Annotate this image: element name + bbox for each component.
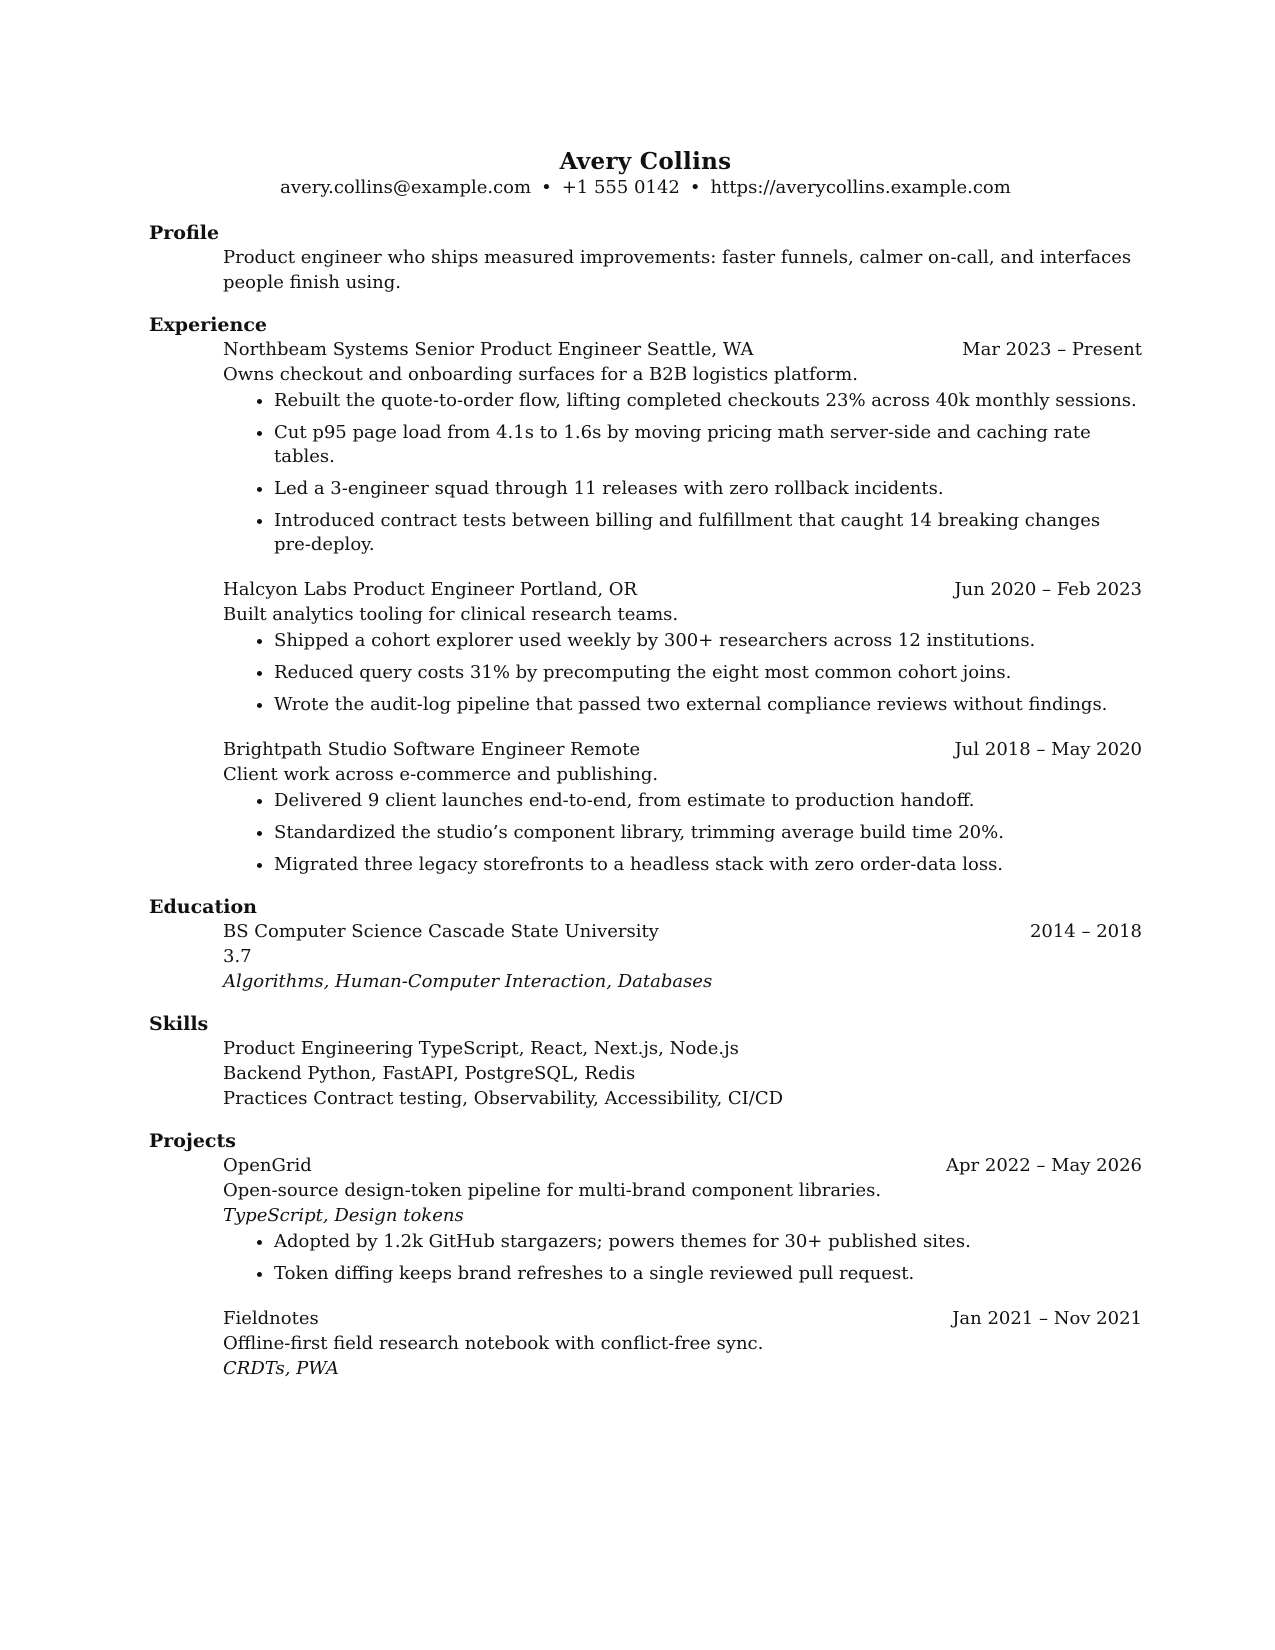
- section-title: Projects: [149, 1130, 236, 1152]
- entry-summary: Owns checkout and onboarding surfaces for a B2B logistics platform.: [223, 364, 858, 385]
- entry-heading: Brightpath Studio Software Engineer Remote: [223, 739, 641, 760]
- candidate-name: Avery Collins: [559, 148, 732, 175]
- entry-heading: Northbeam Systems Senior Product Engineer Seattle, WA: [223, 339, 754, 360]
- projects-list: [223, 1153, 1142, 1381]
- bullet-item: • Cut p95 page load from 4.1s to 1.6s by moving pricing math server-side and caching rate tables.: [274, 421, 1142, 469]
- gpa: 3.7: [223, 946, 252, 967]
- bullet-item: • Adopted by 1.2k GitHub stargazers; powers themes for 30+ published sites.: [274, 1230, 1142, 1254]
- entry-dates: Apr 2022 – May 2026: [946, 1155, 1142, 1176]
- entry-header: [223, 737, 1142, 762]
- education-entry: [223, 919, 1142, 994]
- bullet-list: [223, 389, 1142, 557]
- separator-dot: •: [541, 177, 552, 198]
- email-link[interactable]: avery.collins@example.com: [280, 177, 532, 198]
- project-summary: Offline-first field research notebook with conflict-free sync.: [223, 1333, 764, 1354]
- entry-dates: 2014 – 2018: [1029, 921, 1142, 942]
- bullet-item: • Led a 3-engineer squad through 11 releases with zero rollback incidents.: [274, 477, 1142, 501]
- skill-line: Backend Python, FastAPI, PostgreSQL, Redis: [223, 1063, 636, 1084]
- experience-entry: [223, 737, 1142, 877]
- skills-list: [223, 1036, 1142, 1111]
- entry-header: [223, 1306, 1142, 1331]
- project-name: OpenGrid: [223, 1155, 312, 1176]
- contact-line: [149, 176, 1142, 200]
- project-entry: [223, 1306, 1142, 1381]
- project-summary: Open-source design-token pipeline for multi-brand component libraries.: [223, 1180, 882, 1201]
- experience-entry: [223, 337, 1142, 557]
- experience-entry: [223, 577, 1142, 717]
- bullet-item: • Introduced contract tests between billing and fulfillment that caught 14 breaking changes pre-deploy.: [274, 509, 1142, 557]
- section-title: Skills: [149, 1013, 209, 1035]
- bullet-list: [223, 1230, 1142, 1286]
- skills-section: [149, 1012, 1142, 1111]
- website-link[interactable]: https://averycollins.example.com: [710, 177, 1011, 198]
- skill-line: Practices Contract testing, Observability, Accessibility, CI/CD: [223, 1088, 784, 1109]
- bullet-item: • Delivered 9 client launches end-to-end, from estimate to production handoff.: [274, 789, 1142, 813]
- bullet-item: • Migrated three legacy storefronts to a headless stack with zero order-data loss.: [274, 853, 1142, 877]
- entry-summary: Client work across e-commerce and publishing.: [223, 764, 659, 785]
- phone-number: +1 555 0142: [561, 177, 680, 198]
- bullet-item: • Token diffing keeps brand refreshes to a single reviewed pull request.: [274, 1262, 1142, 1286]
- experience-list: [223, 337, 1142, 877]
- entry-dates: Jun 2020 – Feb 2023: [954, 579, 1142, 600]
- entry-dates: Jan 2021 – Nov 2021: [952, 1308, 1142, 1329]
- section-title: Education: [149, 896, 257, 918]
- bullet-list: [223, 629, 1142, 717]
- bullet-item: • Rebuilt the quote-to-order flow, lifting completed checkouts 23% across 40k monthly sessions.: [274, 389, 1142, 413]
- bullet-list: [223, 789, 1142, 877]
- entry-summary: Built analytics tooling for clinical research teams.: [223, 604, 679, 625]
- skill-line: Product Engineering TypeScript, React, Next.js, Node.js: [223, 1038, 739, 1059]
- entry-heading: Halcyon Labs Product Engineer Portland, OR: [223, 579, 638, 600]
- profile-section: [149, 221, 1142, 295]
- project-name: Fieldnotes: [223, 1308, 319, 1329]
- entry-header: [223, 1153, 1142, 1178]
- coursework: Algorithms, Human-Computer Interaction, Databases: [223, 971, 713, 992]
- bullet-item: • Wrote the audit-log pipeline that passed two external compliance reviews without findings.: [274, 693, 1142, 717]
- entry-dates: Jul 2018 – May 2020: [954, 739, 1142, 760]
- profile-text: Product engineer who ships measured improvements: faster funnels, calmer on-call, and interfaces people finish using.: [223, 247, 1132, 293]
- entry-header: [223, 337, 1142, 362]
- experience-section: [149, 313, 1142, 877]
- projects-section: [149, 1129, 1142, 1381]
- entry-header: [223, 919, 1142, 944]
- bullet-item: • Reduced query costs 31% by precomputing the eight most common cohort joins.: [274, 661, 1142, 685]
- bullet-item: • Standardized the studio’s component library, trimming average build time 20%.: [274, 821, 1142, 845]
- separator-dot: •: [689, 177, 701, 198]
- resume-header: [149, 148, 1142, 200]
- education-section: [149, 895, 1142, 994]
- project-tech: TypeScript, Design tokens: [223, 1205, 464, 1226]
- project-entry: [223, 1153, 1142, 1286]
- section-title: Experience: [149, 314, 267, 336]
- entry-header: [223, 577, 1142, 602]
- degree: BS Computer Science Cascade State University: [223, 921, 659, 942]
- section-title: Profile: [149, 222, 220, 244]
- project-tech: CRDTs, PWA: [223, 1358, 339, 1379]
- entry-dates: Mar 2023 – Present: [962, 339, 1142, 360]
- bullet-item: • Shipped a cohort explorer used weekly by 300+ researchers across 12 institutions.: [274, 629, 1142, 653]
